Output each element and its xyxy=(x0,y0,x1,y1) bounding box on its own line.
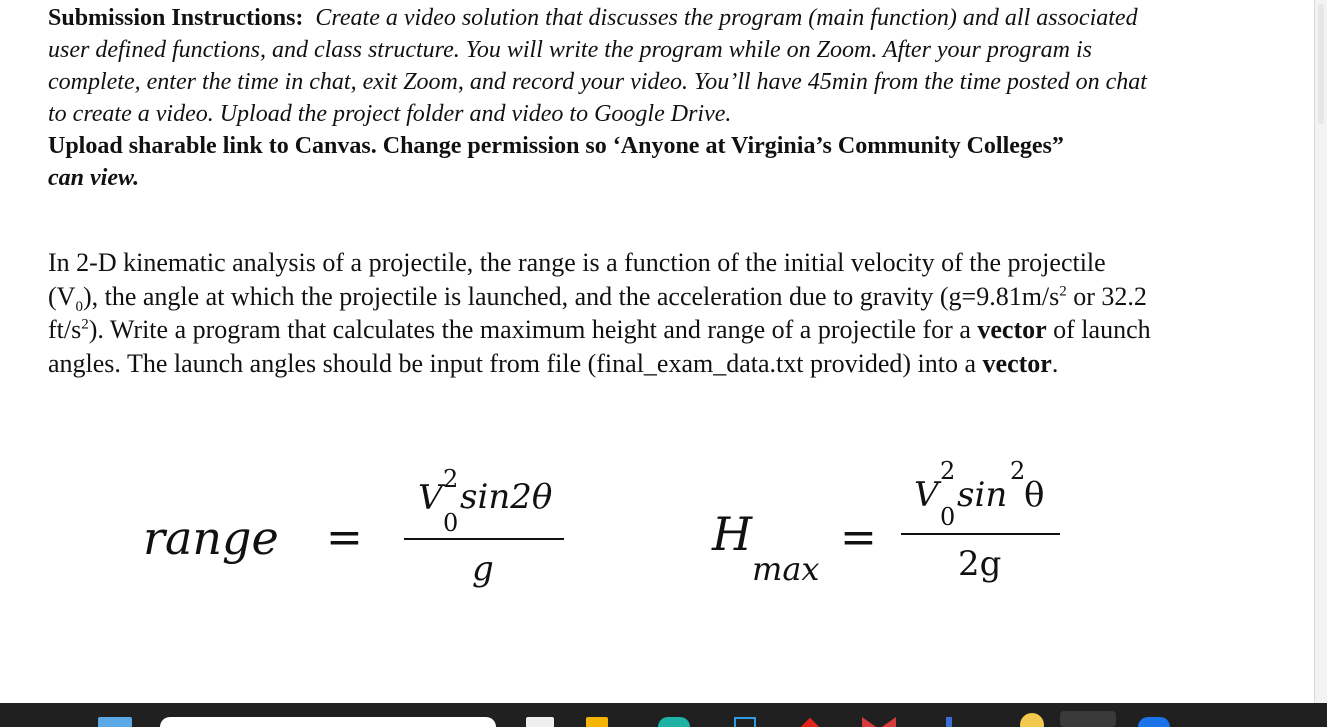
range-num-rest: sin2θ xyxy=(460,477,553,517)
hmax-lhs-sub: max xyxy=(752,550,820,588)
submission-italic-text: Create a video solution that discusses the program (main function) and all associated user defined functions, and class structure. You will write the program while on Zoom. After your program is complete, enter the time in chat, exit Zoom, and record your video. You’ll have 45min from the time posted on chat to create a video. Upload the project folder and video to Google Drive. xyxy=(48,5,1147,127)
hmax-fraction-bar xyxy=(901,533,1060,535)
hmax-num-sup2: 2 xyxy=(1010,457,1026,485)
problem-text-2: ), the angle at which the projectile is launched, and the acceleration due to gravity (g=9.81m/s xyxy=(82,281,1060,311)
folder-icon[interactable] xyxy=(586,717,608,727)
windows-start-icon[interactable] xyxy=(98,717,132,727)
range-num-sub: 0 xyxy=(443,509,459,537)
app-icon[interactable] xyxy=(946,717,952,727)
app-icon[interactable] xyxy=(1138,717,1170,727)
edge-icon[interactable] xyxy=(658,717,690,727)
vector-bold-1: vector xyxy=(977,315,1047,344)
range-num-v: V xyxy=(418,478,443,518)
range-lhs: range xyxy=(143,511,279,565)
superscript-2: 2 xyxy=(81,316,89,333)
problem-text-6: . xyxy=(1051,348,1059,378)
hmax-num-sub: 0 xyxy=(940,503,956,531)
hmax-num-v: V xyxy=(914,475,939,515)
problem-text-5: of launch angles. The launch angles should be input from file (final_exam_data.txt provided) into a xyxy=(48,315,1151,378)
v-subscript: 0 xyxy=(75,298,83,315)
windows-taskbar xyxy=(0,703,1327,727)
submission-heading: Submission Instructions: xyxy=(48,5,304,31)
range-equals: = xyxy=(326,512,363,563)
range-den: g xyxy=(472,549,494,589)
superscript-1: 2 xyxy=(1059,282,1067,299)
problem-text-4: ). Write a program that calculates the maximum height and range of a projectile for a xyxy=(88,315,978,344)
file-explorer-icon[interactable] xyxy=(526,717,554,727)
store-icon[interactable] xyxy=(734,717,756,727)
hmax-num-theta: θ xyxy=(1024,475,1045,515)
scrollbar-thumb[interactable] xyxy=(1318,4,1324,124)
app-icon[interactable] xyxy=(862,717,896,727)
vertical-scrollbar[interactable] xyxy=(1314,0,1327,703)
hmax-den: 2g xyxy=(958,544,1002,584)
problem-text-3: or 32.2 ft/s xyxy=(48,281,1147,344)
submission-bold-line: Upload sharable link to Canvas. Change permission so ‘Anyone at Virginia’s Community Colleges” xyxy=(48,133,1064,159)
submission-can-view: can view. xyxy=(48,165,140,191)
problem-text-1: In 2-D kinematic analysis of a projectile, the range is a function of the initial velocity of the projectile (V xyxy=(48,248,1106,311)
office-icon[interactable] xyxy=(799,718,822,727)
hmax-num-sup: 2 xyxy=(940,457,956,485)
hmax-equals: = xyxy=(840,512,877,563)
chrome-icon[interactable] xyxy=(1060,711,1116,727)
hmax-num-sin: sin xyxy=(957,475,1008,515)
vector-bold-2: vector xyxy=(982,348,1052,378)
range-num-sup: 2 xyxy=(443,465,459,493)
search-box[interactable] xyxy=(160,717,496,727)
weather-icon[interactable] xyxy=(1020,713,1044,727)
hmax-lhs: H xyxy=(712,507,753,561)
